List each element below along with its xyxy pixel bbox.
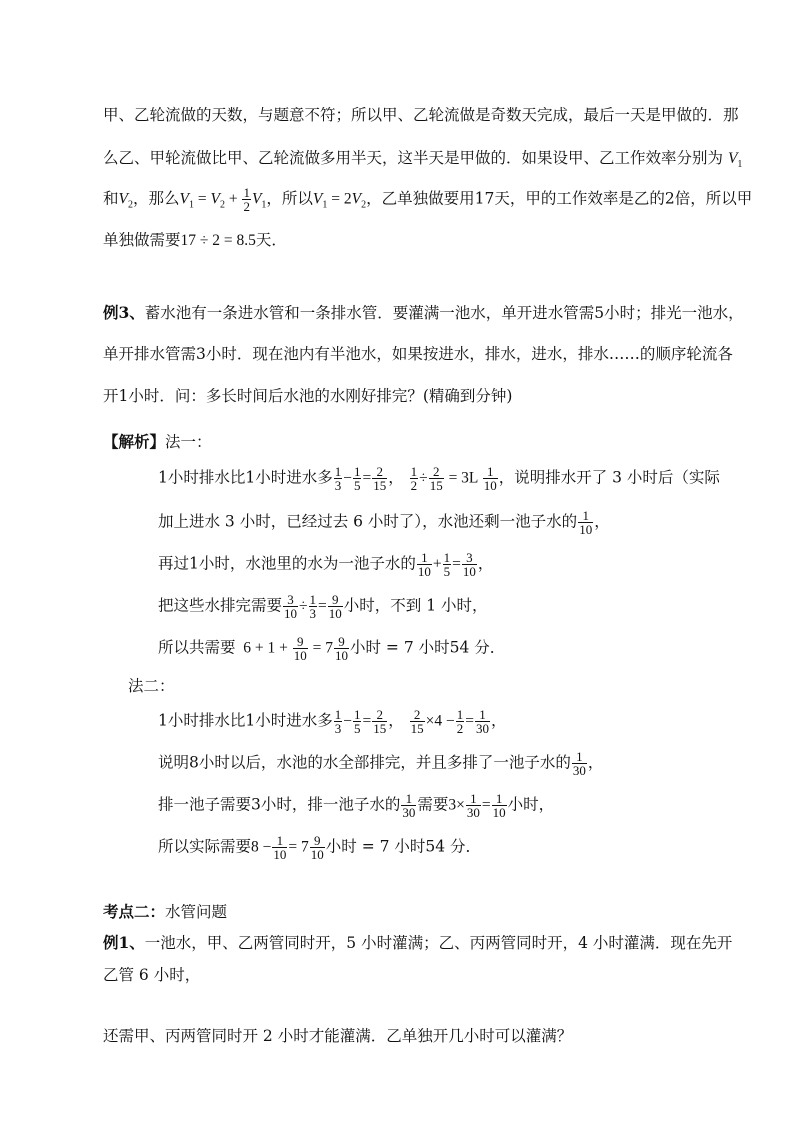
- method2-heading: 法二：: [128, 677, 175, 695]
- example1-line1: 例1、一池水，甲、乙两管同时开，5 小时灌满；乙、丙两管同时开，4 小时灌满．现在先开: [103, 933, 733, 952]
- example1-line3: 还需甲、丙两管同时开 2 小时才能灌满．乙单独开几小时可以灌满？: [103, 1027, 573, 1045]
- section2-heading: 考点二：水管问题: [103, 902, 228, 921]
- m2-line1: 1小时排水比1小时进水多 $\frac{1}{3}$ − $\frac{1}{5}$ = $\frac{2}{15}$ ， $\frac{2}{15}$ ×4 − $\frac{1}{2}$ = $\frac{1}{30}$ ，: [158, 707, 507, 736]
- analysis-heading: 【解析】法一：: [103, 432, 212, 451]
- m1-line3: 再过1小时，水池里的水为一池子水的 $\frac{1}{10}$ + $\frac{1}{5}$ = $\frac{3}{10}$ ，: [158, 550, 494, 579]
- m1-line2: 加上进水 3 小时，已经过去 6 小时了），水池还剩一池子水的 $\frac{1}{10}$ ，: [158, 508, 610, 537]
- example3-line2: 单开排水管需3小时．现在池内有半池水，如果按进水，排水，进水，排水……的顺序轮流各: [103, 345, 733, 363]
- m2-line4: 所以实际需要8 − $\frac{1}{10}$ = 7 $\frac{9}{10}$ 小时 = 7 小时54 分．: [158, 833, 482, 862]
- m2-line3: 排一池子需要3小时，排一池子水的 $\frac{1}{30}$ 需要3× $\frac{1}{30}$ = $\frac{1}{10}$ 小时，: [158, 791, 555, 820]
- m1-line5: 所以共需要 6 + 1 + $\frac{9}{10}$ = 7 $\frac{9}{10}$ 小时 = 7 小时54 分．: [158, 634, 506, 663]
- example3-line3: 开1小时．问：多长时间后水池的水刚好排完？(精确到分钟): [103, 387, 513, 405]
- para1-line3: 和$V_2$，那么$V_1 = V_2$ + $\frac{1}{2}$ $V_1$，所以$V_1 = 2V_2$，乙单独做要用17天，甲的工作效率是乙的2倍，所以甲: [103, 185, 753, 214]
- para1-line1: 甲、乙轮流做的天数，与题意不符；所以甲、乙轮流做是奇数天完成，最后一天是甲做的．那: [103, 106, 739, 124]
- para1-line4: 单独做需要17 ÷ 2 = 8.5天．: [103, 231, 287, 249]
- m2-line2: 说明8小时以后，水池的水全部排完，并且多排了一池子水的 $\frac{1}{30}$ ，: [158, 749, 604, 778]
- m1-line1: 1小时排水比1小时进水多 $\frac{1}{3}$ − $\frac{1}{5}$ = $\frac{2}{15}$ ， $\frac{1}{2}$ ÷ $\frac{2}{15}$ = 3L $\frac{1}{10}$ ，说明排水开了 3 小时后（实际: [158, 464, 720, 493]
- m1-line4: 把这些水排完需要 $\frac{3}{10}$ ÷ $\frac{1}{3}$ = $\frac{9}{10}$ 小时，不到 1 小时，: [158, 592, 488, 621]
- example3-line1: 例3、蓄水池有一条进水管和一条排水管．要灌满一池水，单开进水管需5小时；排光一池水，: [103, 303, 744, 322]
- example1-line2: 乙管 6 小时，: [103, 966, 201, 984]
- para1-line2: 么乙、甲轮流做比甲、乙轮流做多用半天，这半天是甲做的．如果设甲、乙工作效率分别为 $V_1$: [103, 149, 743, 171]
